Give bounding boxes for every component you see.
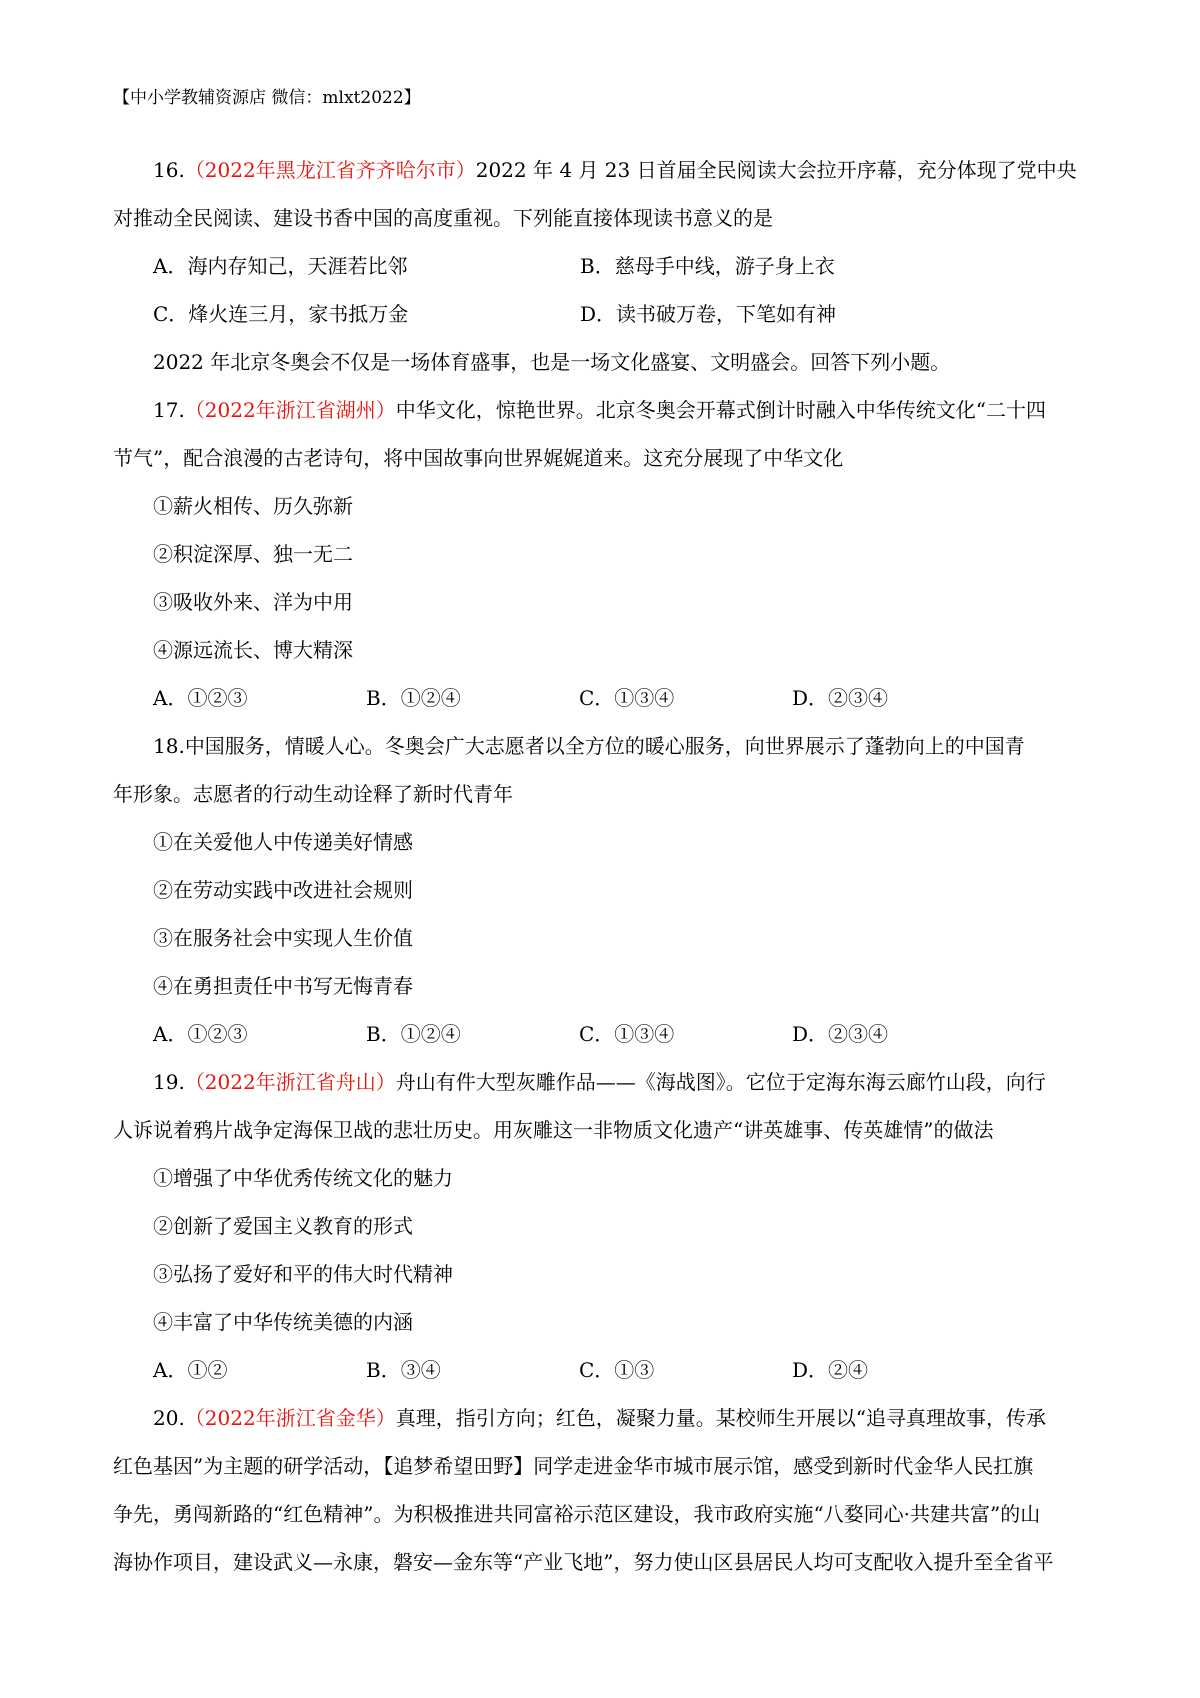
q18-number: 18. xyxy=(153,734,185,758)
q16-text-1: 2022 年 4 月 23 日首届全民阅读大会拉开序幕，充分体现了党中央 xyxy=(475,158,1077,182)
q18-item-2: ②在劳动实践中改进社会规则 xyxy=(153,878,413,902)
q17-item-3: ③吸收外来、洋为中用 xyxy=(153,590,353,614)
q16-stem-line-1 xyxy=(113,146,1106,194)
q16-option-a: A．海内存知己，天涯若比邻 xyxy=(153,254,408,278)
intro-text: 2022 年北京冬奥会不仅是一场体育盛事，也是一场文化盛宴、文明盛会。回答下列小题。 xyxy=(153,350,951,374)
q17-stem-line-2: 节气”，配合浪漫的古老诗句，将中国故事向世界娓娓道来。这充分展现了中华文化 xyxy=(113,446,844,470)
q19-text-1: 舟山有件大型灰雕作品——《海战图》。它位于定海东海云廊竹山段，向行 xyxy=(395,1070,1046,1094)
q17-item-1: ①薪火相传、历久弥新 xyxy=(153,494,353,518)
q19-option-a: A．①② xyxy=(153,1358,228,1382)
q19-stem-line-2: 人诉说着鸦片战争定海保卫战的悲壮历史。用灰雕这一非物质文化遗产“讲英雄事、传英雄情”的做法 xyxy=(113,1118,994,1142)
q16-option-d: D．读书破万卷，下笔如有神 xyxy=(580,302,837,326)
document-body xyxy=(113,146,1106,1586)
q19-option-c: C．①③ xyxy=(579,1358,655,1382)
q19-item-3: ③弘扬了爱好和平的伟大时代精神 xyxy=(153,1262,453,1286)
q17-option-b: B．①②④ xyxy=(366,686,461,710)
q17-source: （2022年浙江省湖州） xyxy=(184,398,396,422)
q18-stem-line-1 xyxy=(113,722,1106,770)
q16-number: 16. xyxy=(153,158,185,182)
q19-options xyxy=(113,1346,1106,1394)
q18-option-a: A．①②③ xyxy=(153,1022,248,1046)
q16-stem-line-2: 对推动全民阅读、建设书香中国的高度重视。下列能直接体现读书意义的是 xyxy=(113,206,773,230)
q18-options xyxy=(113,1010,1106,1058)
q18-option-b: B．①②④ xyxy=(366,1022,461,1046)
q16-option-b: B．慈母手中线，游子身上衣 xyxy=(580,254,835,278)
q20-number: 20. xyxy=(153,1406,185,1430)
q19-stem-line-1 xyxy=(113,1058,1106,1106)
q16-options-row-2 xyxy=(113,290,1106,338)
q17-text-1: 中华文化，惊艳世界。北京冬奥会开幕式倒计时融入中华传统文化“二十四 xyxy=(395,398,1046,422)
q20-text-1: 真理，指引方向；红色，凝聚力量。某校师生开展以“追寻真理故事，传承 xyxy=(395,1406,1046,1430)
q20-stem-line-2: 红色基因”为主题的研学活动，【追梦希望田野】同学走进金华市城市展示馆，感受到新时代金华人民扛旗 xyxy=(113,1454,1034,1478)
q17-item-4: ④源远流长、博大精深 xyxy=(153,638,353,662)
q20-stem-line-3: 争先，勇闯新路的“红色精神”。为积极推进共同富裕示范区建设，我市政府实施“八婺同心·共建共富”的山 xyxy=(113,1502,1041,1526)
q19-option-d: D．②④ xyxy=(792,1358,869,1382)
q18-item-4: ④在勇担责任中书写无悔青春 xyxy=(153,974,413,998)
q17-option-a: A．①②③ xyxy=(153,686,248,710)
q19-option-b: B．③④ xyxy=(366,1358,441,1382)
q19-source: （2022年浙江省舟山） xyxy=(184,1070,396,1094)
q19-item-4: ④丰富了中华传统美德的内涵 xyxy=(153,1310,413,1334)
q17-option-d: D．②③④ xyxy=(792,686,889,710)
q17-number: 17. xyxy=(153,398,185,422)
q19-item-1: ①增强了中华优秀传统文化的魅力 xyxy=(153,1166,453,1190)
q16-source: （2022年黑龙江省齐齐哈尔市） xyxy=(184,158,476,182)
q17-options xyxy=(113,674,1106,722)
q18-option-c: C．①③④ xyxy=(579,1022,675,1046)
q18-text-1: 中国服务，情暖人心。冬奥会广大志愿者以全方位的暖心服务，向世界展示了蓬勃向上的中国青 xyxy=(184,734,1025,758)
q16-options-row-1 xyxy=(113,242,1106,290)
q20-source: （2022年浙江省金华） xyxy=(184,1406,396,1430)
q20-stem-line-1 xyxy=(113,1394,1106,1442)
q18-stem-line-2: 年形象。志愿者的行动生动诠释了新时代青年 xyxy=(113,782,513,806)
q17-option-c: C．①③④ xyxy=(579,686,675,710)
q20-stem-line-4: 海协作项目，建设武义—永康，磐安—金东等“产业飞地”，努力使山区县居民人均可支配收入提升至全省平 xyxy=(113,1550,1054,1574)
q19-number: 19. xyxy=(153,1070,185,1094)
page-header: 【中小学教辅资源店 微信：mlxt2022】 xyxy=(113,88,421,108)
q18-item-1: ①在关爱他人中传递美好情感 xyxy=(153,830,413,854)
q18-item-3: ③在服务社会中实现人生价值 xyxy=(153,926,413,950)
q19-item-2: ②创新了爱国主义教育的形式 xyxy=(153,1214,413,1238)
q17-item-2: ②积淀深厚、独一无二 xyxy=(153,542,353,566)
q17-stem-line-1 xyxy=(113,386,1106,434)
q18-option-d: D．②③④ xyxy=(792,1022,889,1046)
q16-option-c: C．烽火连三月，家书抵万金 xyxy=(153,302,409,326)
